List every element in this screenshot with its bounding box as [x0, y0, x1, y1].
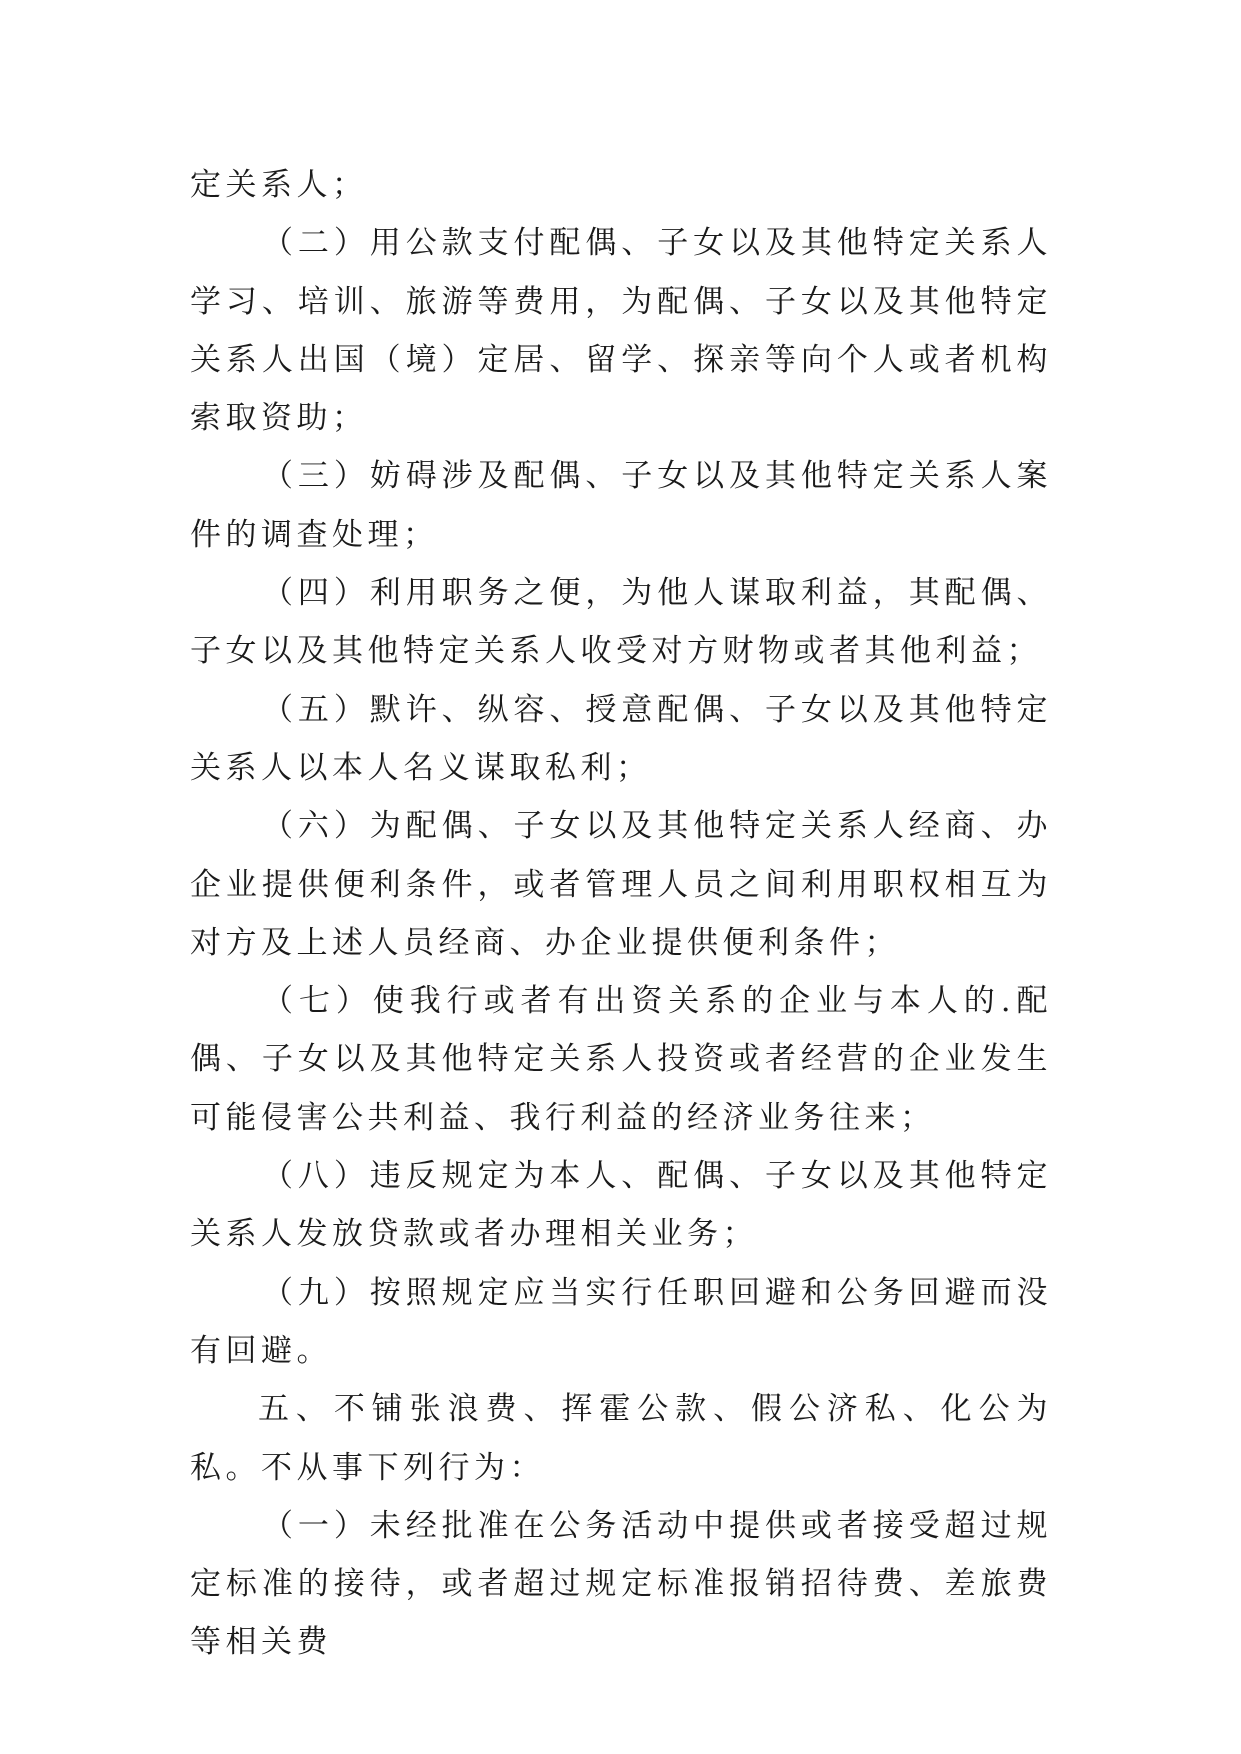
- section-five-heading: 五、不铺张浪费、挥霍公款、假公济私、化公为私。不从事下列行为：: [190, 1391, 1052, 1486]
- paragraph-section-five-item-1: （一）未经批准在公务活动中提供或者接受超过规定标准的接待，或者超过规定标准报销招待费、差旅费等相关费: [190, 1507, 1052, 1661]
- document-body: [190, 156, 1052, 1672]
- paragraph-item-2: （二）用公款支付配偶、子女以及其他特定关系人学习、培训、旅游等费用，为配偶、子女以及其他特定关系人出国（境）定居、留学、探亲等向个人或者机构索取资助；: [190, 225, 1052, 437]
- paragraph-item-7: （七）使我行或者有出资关系的企业与本人的.配偶、子女以及其他特定关系人投资或者经营的企业发生可能侵害公共利益、我行利益的经济业务往来；: [190, 983, 1052, 1136]
- paragraph-item-3: （三）妨碍涉及配偶、子女以及其他特定关系人案件的调查处理；: [190, 458, 1052, 553]
- paragraph-continuation: 定关系人；: [190, 167, 368, 203]
- paragraph-item-5: （五）默许、纵容、授意配偶、子女以及其他特定关系人以本人名义谋取私利；: [190, 691, 1052, 786]
- paragraph-item-4: （四）利用职务之便，为他人谋取利益，其配偶、子女以及其他特定关系人收受对方财物或者其他利益；: [190, 575, 1052, 670]
- paragraph-item-8: （八）违反规定为本人、配偶、子女以及其他特定关系人发放贷款或者办理相关业务；: [190, 1158, 1052, 1253]
- paragraph-item-6: （六）为配偶、子女以及其他特定关系人经商、办企业提供便利条件，或者管理人员之间利用职权相互为对方及上述人员经商、办企业提供便利条件；: [190, 808, 1052, 961]
- paragraph-item-9: （九）按照规定应当实行任职回避和公务回避而没有回避。: [190, 1274, 1052, 1369]
